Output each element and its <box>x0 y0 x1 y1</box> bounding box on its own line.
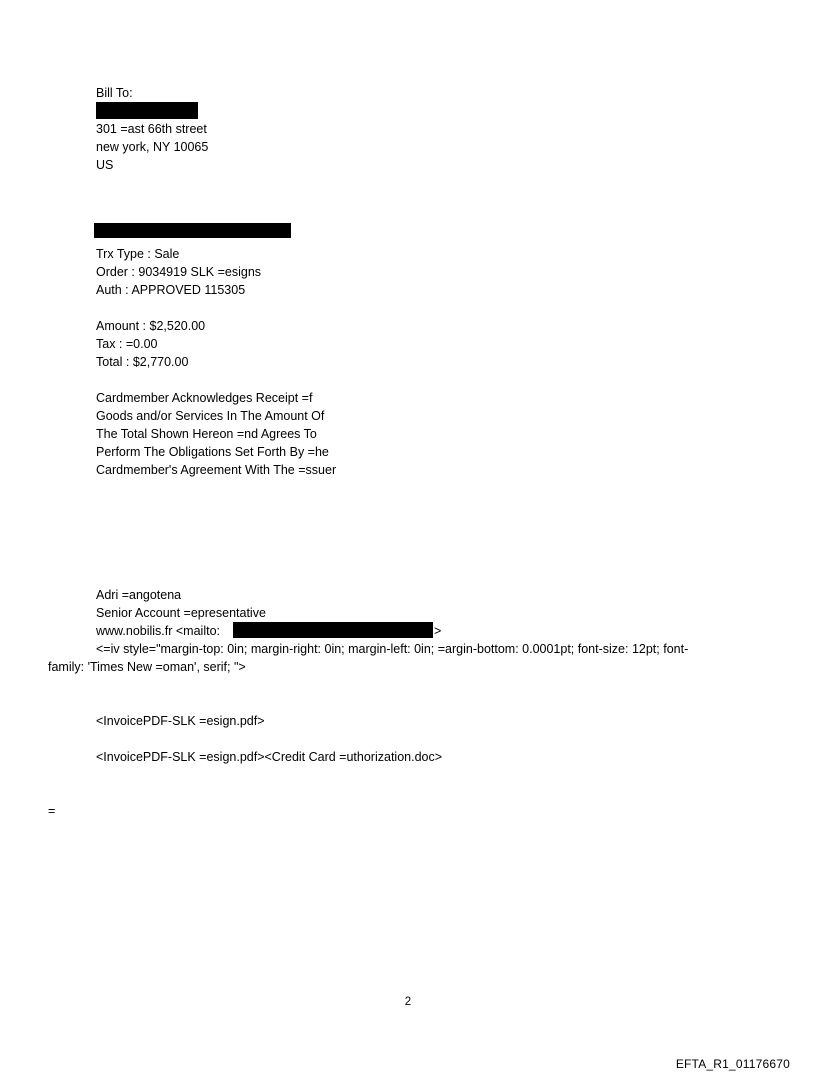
html-residue-line-1: <=iv style="margin-top: 0in; margin-right: 0in; margin-left: 0in; =argin-bottom: 0.0001pt; font-size: 12pt; font- <box>96 642 689 656</box>
total: Total : $2,770.00 <box>96 355 189 369</box>
mailto-close: > <box>434 624 442 638</box>
trx-type: Trx Type : Sale <box>96 247 180 261</box>
amount: Amount : $2,520.00 <box>96 319 206 333</box>
bill-to-city: new york, NY 10065 <box>96 140 209 154</box>
document-id: EFTA_R1_01176670 <box>675 1057 790 1071</box>
order-number: Order : 9034919 SLK =esigns <box>96 265 262 279</box>
html-residue-line-2: family: 'Times New =oman', serif; "> <box>48 660 246 674</box>
ack-line-4: Perform The Obligations Set Forth By =he <box>96 445 329 459</box>
signature-title: Senior Account =epresentative <box>96 606 266 620</box>
ack-line-1: Cardmember Acknowledges Receipt =f <box>96 391 313 405</box>
tax: Tax : =0.00 <box>96 337 158 351</box>
page-number: 2 <box>404 996 412 1008</box>
signature-name: Adri =angotena <box>96 588 182 602</box>
bill-to-country: US <box>96 158 114 172</box>
account-partial-text: Account # : XXXXXXXXXXXX2005 <box>96 227 290 241</box>
bill-to-street: 301 =ast 66th street <box>96 122 207 136</box>
redaction-bill-to-name <box>96 102 198 119</box>
attachment-first: <InvoicePDF-SLK =esign.pdf> <box>96 714 265 728</box>
bill-to-label: Bill To: <box>96 86 133 100</box>
stray-equals: = <box>48 804 56 818</box>
ack-line-3: The Total Shown Hereon =nd Agrees To <box>96 427 317 441</box>
auth-code: Auth : APPROVED 115305 <box>96 283 246 297</box>
attachment-second: <InvoicePDF-SLK =esign.pdf><Credit Card =uthorization.doc> <box>96 750 443 764</box>
redaction-email <box>233 622 433 638</box>
ack-line-5: Cardmember's Agreement With The =ssuer <box>96 463 337 477</box>
ack-line-2: Goods and/or Services In The Amount Of <box>96 409 325 423</box>
html-residue <box>48 640 768 676</box>
signature-website: www.nobilis.fr <mailto: <box>96 624 220 638</box>
